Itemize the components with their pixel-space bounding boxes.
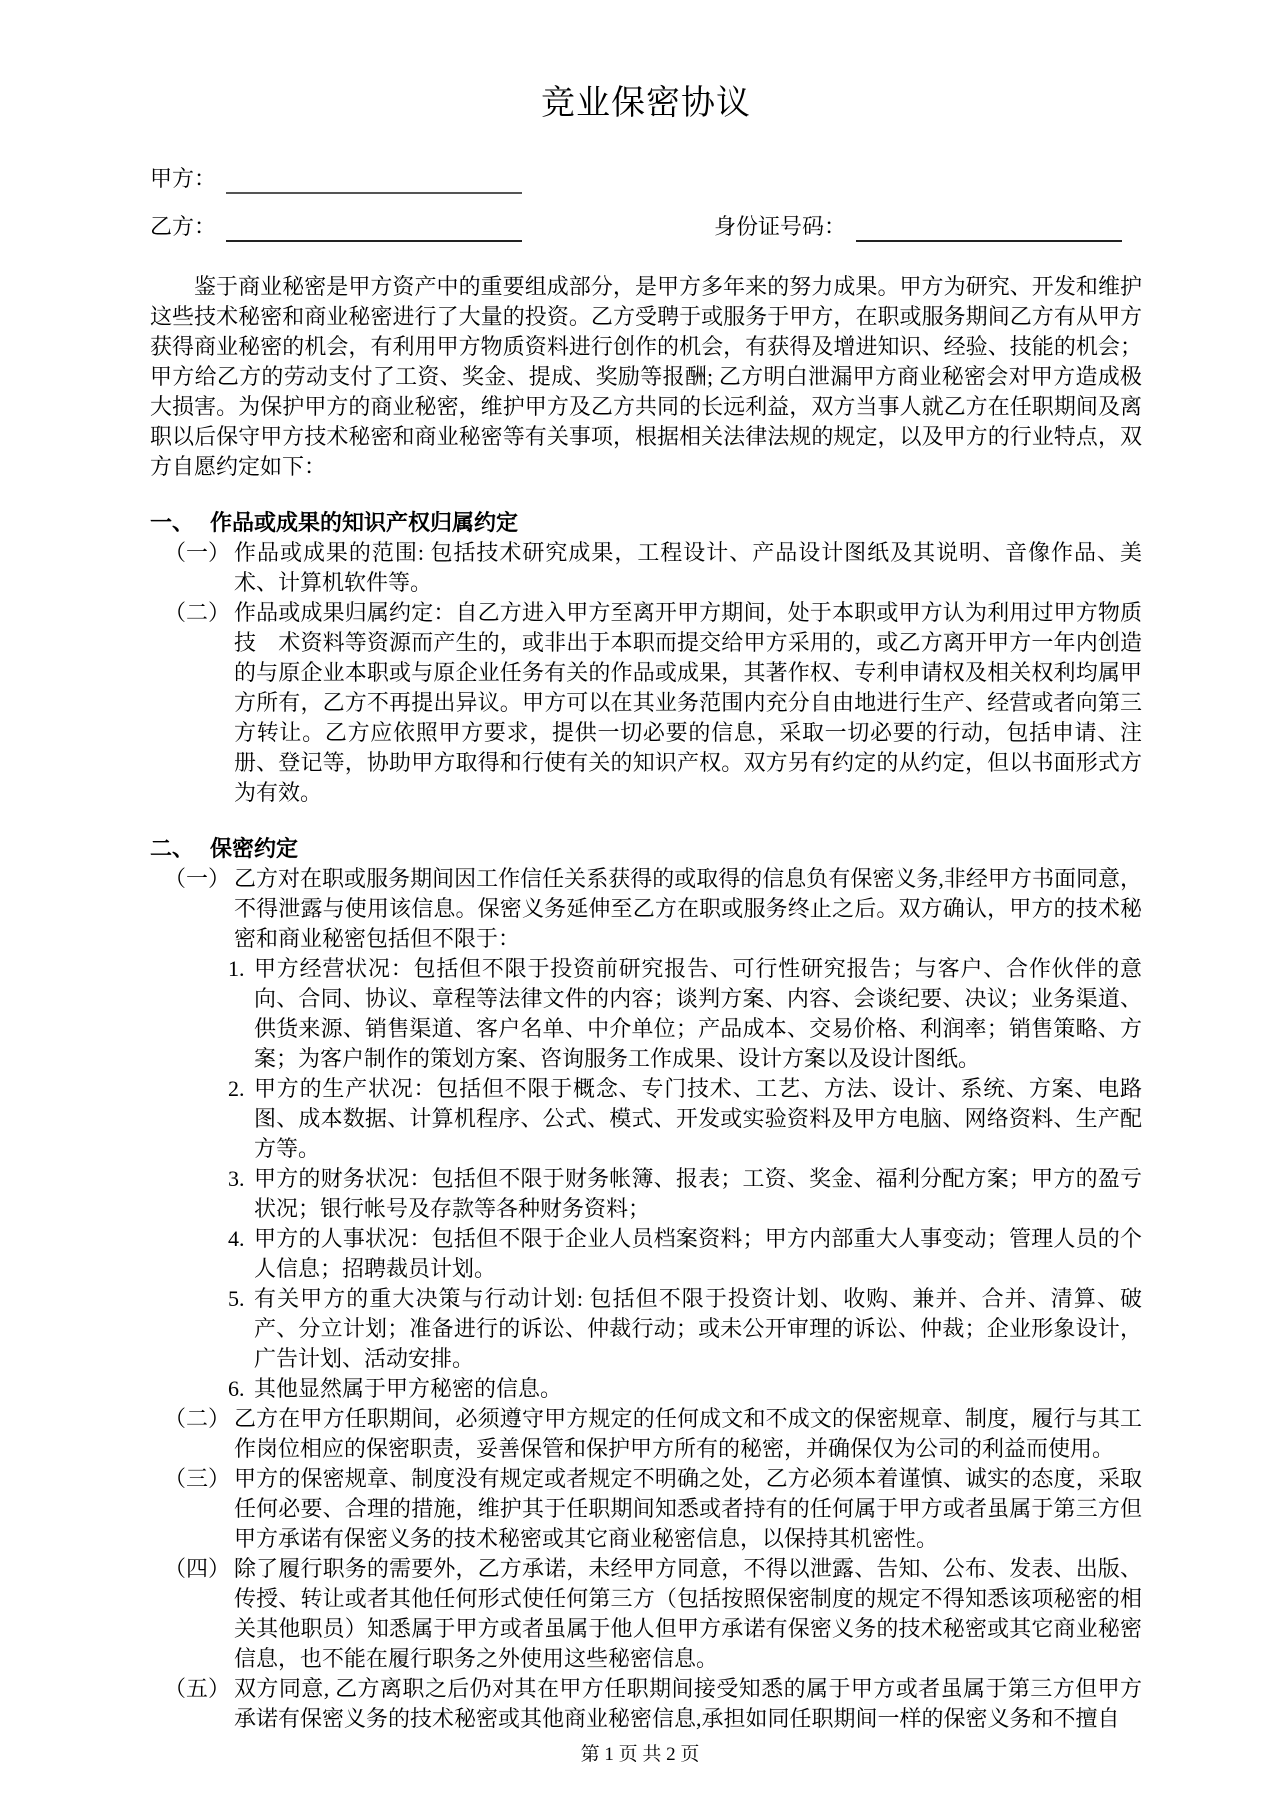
list-number: 3.	[228, 1166, 245, 1191]
list-text: 其他显然属于甲方秘密的信息。	[254, 1376, 563, 1401]
secret-list-item-3	[228, 1164, 1142, 1224]
section-2-number: 二、	[150, 836, 195, 861]
intro-paragraph: 鉴于商业秘密是甲方资产中的重要组成部分，是甲方多年来的努力成果。甲方为研究、开发和维护这些技术秘密和商业秘密进行了大量的投资。乙方受聘于或服务于甲方，在职或服务期间乙方有从甲方获得商业秘密的机会，有利用甲方物质资料进行创作的机会，有获得及增进知识、经验、技能的机会；甲方给乙方的劳动支付了工资、奖金、提成、奖励等报酬; 乙方明白泄漏甲方商业秘密会对甲方造成极大损害。为保护甲方的商业秘密，维护甲方及乙方共同的长远利益，双方当事人就乙方在任职期间及离职以后保守甲方技术秘密和商业秘密等有关事项，根据相关法律法规的规定，以及甲方的行业特点，双方自愿约定如下：	[150, 274, 1142, 479]
item-marker: （四）	[164, 1556, 231, 1581]
item-marker: （二）	[164, 1406, 231, 1431]
secret-list-item-2	[228, 1074, 1142, 1164]
list-text: 甲方的财务状况：包括但不限于财务帐簿、报表；工资、奖金、福利分配方案；甲方的盈亏状况；银行帐号及存款等各种财务资料；	[254, 1166, 1142, 1221]
item-text: 除了履行职务的需要外，乙方承诺，未经甲方同意，不得以泄露、告知、公布、发表、出版、传授、转让或者其他任何形式使任何第三方（包括按照保密制度的规定不得知悉该项秘密的相关其他职员）知悉属于甲方或者虽属于他人但甲方承诺有保密义务的技术秘密或其它商业秘密信息，也不能在履行职务之外使用这些秘密信息。	[234, 1556, 1142, 1671]
section-1-item-1	[164, 538, 1142, 598]
footer-page-number: 第 1 页 共 2 页	[580, 1744, 700, 1765]
item-marker: （一）	[164, 866, 231, 891]
list-text: 甲方的人事状况：包括但不限于企业人员档案资料；甲方内部重大人事变动；管理人员的个人信息；招聘裁员计划。	[254, 1226, 1142, 1281]
section-2-title: 保密约定	[210, 836, 299, 861]
list-text: 有关甲方的重大决策与行动计划: 包括但不限于投资计划、收购、兼并、合并、清算、破产、分立计划；准备进行的诉讼、仲裁行动；或未公开审理的诉讼、仲裁；企业形象设计，广告计划、活动安排。	[254, 1286, 1142, 1371]
list-text: 甲方经营状况：包括但不限于投资前研究报告、可行性研究报告；与客户、合作伙伴的意向、合同、协议、章程等法律文件的内容；谈判方案、内容、会谈纪要、决议；业务渠道、供货来源、销售渠道、客户名单、中介单位；产品成本、交易价格、利润率；销售策略、方案；为客户制作的策划方案、咨询服务工作成果、设计方案以及设计图纸。	[254, 956, 1142, 1071]
list-text: 甲方的生产状况：包括但不限于概念、专门技术、工艺、方法、设计、系统、方案、电路图、成本数据、计算机程序、公式、模式、开发或实验资料及甲方电脑、网络资料、生产配方等。	[254, 1076, 1142, 1161]
item-text: 作品或成果的范围: 包括技术研究成果，工程设计、产品设计图纸及其说明、音像作品、美术、计算机软件等。	[234, 540, 1142, 595]
section-2-item-3	[164, 1464, 1142, 1554]
section-2-item-1	[164, 864, 1142, 954]
section-2-heading	[150, 834, 1142, 864]
secret-list-item-5	[228, 1284, 1142, 1374]
list-number: 4.	[228, 1226, 245, 1251]
list-number: 5.	[228, 1286, 245, 1311]
section-2-item-2	[164, 1404, 1142, 1464]
list-number: 1.	[228, 956, 245, 981]
section-1-number: 一、	[150, 510, 195, 535]
secret-list-item-6	[228, 1374, 1142, 1404]
party-b-row	[150, 212, 1142, 242]
item-text: 甲方的保密规章、制度没有规定或者规定不明确之处，乙方必须本着谨慎、诚实的态度，采取任何必要、合理的措施，维护其于任职期间知悉或者持有的任何属于甲方或者虽属于第三方但甲方承诺有保密义务的技术秘密或其它商业秘密信息，以保持其机密性。	[234, 1466, 1142, 1551]
party-a-blank-line	[226, 168, 522, 194]
section-2-item-5	[164, 1674, 1142, 1734]
section-1-heading	[150, 508, 1142, 538]
item-text: 双方同意, 乙方离职之后仍对其在甲方任职期间接受知悉的属于甲方或者虽属于第三方但甲方承诺有保密义务的技术秘密或其他商业秘密信息,承担如同任职期间一样的保密义务和不擅自	[234, 1676, 1142, 1731]
section-2-item-4	[164, 1554, 1142, 1674]
party-b-blank-line	[226, 216, 522, 242]
party-b-label: 乙方：	[150, 214, 217, 239]
party-a-row	[150, 164, 1142, 194]
page-title: 竞业保密协议	[541, 85, 751, 122]
section-1-item-2	[164, 598, 1142, 808]
section-1-title: 作品或成果的知识产权归属约定	[210, 510, 519, 535]
item-text: 作品或成果归属约定：自乙方进入甲方至离开甲方期间，处于本职或甲方认为利用过甲方物质技 术资料等资源而产生的，或非出于本职而提交给甲方采用的，或乙方离开甲方一年内创造的与原企业本职或与原企业任务有关的作品或成果，其著作权、专利申请权及相关权利均属甲方所有，乙方不再提出异议。甲方可以在其业务范围内充分自由地进行生产、经营或者向第三方转让。乙方应依照甲方要求，提供一切必要的信息，采取一切必要的行动，包括申请、注册、登记等，协助甲方取得和行使有关的知识产权。双方另有约定的从约定，但以书面形式方为有效。	[234, 600, 1142, 805]
id-number-label: 身份证号码：	[714, 214, 847, 239]
item-marker: （一）	[164, 540, 231, 565]
party-a-label: 甲方：	[150, 166, 217, 191]
secret-list-item-1	[228, 954, 1142, 1074]
item-text: 乙方对在职或服务期间因工作信任关系获得的或取得的信息负有保密义务,非经甲方书面同意，不得泄露与使用该信息。保密义务延伸至乙方在职或服务终止之后。双方确认，甲方的技术秘密和商业秘密包括但不限于：	[234, 866, 1142, 951]
item-marker: （二）	[164, 600, 231, 625]
item-text: 乙方在甲方任职期间，必须遵守甲方规定的任何成文和不成文的保密规章、制度，履行与其工作岗位相应的保密职责，妥善保管和保护甲方所有的秘密，并确保仅为公司的利益而使用。	[234, 1406, 1142, 1461]
secret-list-item-4	[228, 1224, 1142, 1284]
item-marker: （五）	[164, 1676, 231, 1701]
list-number: 2.	[228, 1076, 245, 1101]
item-marker: （三）	[164, 1466, 231, 1491]
id-number-blank-line	[856, 216, 1122, 242]
list-number: 6.	[228, 1376, 245, 1401]
